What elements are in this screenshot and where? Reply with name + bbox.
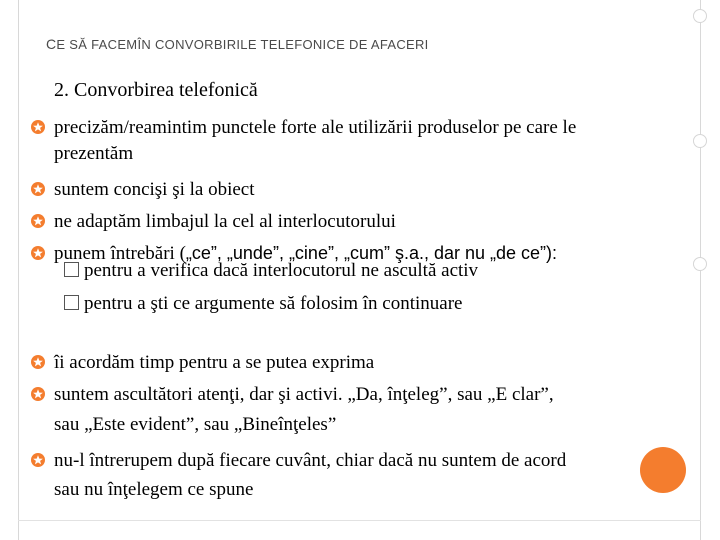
sub-list-item (64, 292, 462, 315)
sub-list-item-text: pentru a şti ce argumente să folosim în continuare (84, 293, 463, 314)
list-item: nu-l întrerupem după fiecare cuvânt, chiar dacă nu suntem de acord (54, 450, 567, 471)
orange-star-bullet-icon (31, 246, 45, 260)
list-item: suntem ascultători atenţi, dar şi activi. „Da, înţeleg”, sau „E clar”, (54, 384, 554, 405)
orange-star-bullet-icon (31, 182, 45, 196)
decorative-circle (693, 134, 707, 148)
orange-star-bullet-icon (31, 214, 45, 228)
sub-list-item (64, 259, 478, 282)
list-item-continuation: sau nu înţelegem ce spune (54, 479, 254, 500)
decorative-circle (693, 9, 707, 23)
header-part: ÎN CONVORBIRILE TELEFONICE DE AFACERI (137, 37, 429, 52)
header-part: E SĂ FACEM (56, 37, 138, 52)
list-item-text-sans: „ce”, „unde”, „cine”, „cum” ş.a., dar nu „de ce”): (185, 243, 558, 263)
checkbox-bullet-icon (64, 262, 79, 277)
slide-header (46, 36, 429, 52)
list-item: suntem concişi şi la obiect (54, 179, 255, 200)
list-item-text: punem întrebări ( (54, 243, 186, 264)
list-item: ne adaptăm limbajul la cel al interlocutorului (54, 211, 396, 232)
orange-star-bullet-icon (31, 453, 45, 467)
header-initial: C (46, 36, 57, 52)
orange-star-bullet-icon (31, 387, 45, 401)
sub-list-item-text: pentru a verifica dacă interlocutorul ne ascultă activ (84, 260, 479, 281)
frame-line-bottom (18, 520, 701, 521)
orange-star-bullet-icon (31, 120, 45, 134)
checkbox-bullet-icon (64, 295, 79, 310)
list-item: precizăm/reamintim punctele forte ale utilizării produselor pe care le (54, 117, 577, 138)
orange-accent-circle (640, 447, 686, 493)
decorative-circle (693, 257, 707, 271)
section-title: 2. Convorbirea telefonică (54, 79, 258, 101)
orange-star-bullet-icon (31, 355, 45, 369)
frame-line-left (18, 0, 19, 540)
list-item-continuation: sau „Este evident”, sau „Bineînţeles” (54, 414, 337, 435)
list-item: îi acordăm timp pentru a se putea exprima (54, 352, 375, 373)
list-item-continuation: prezentăm (54, 143, 134, 164)
